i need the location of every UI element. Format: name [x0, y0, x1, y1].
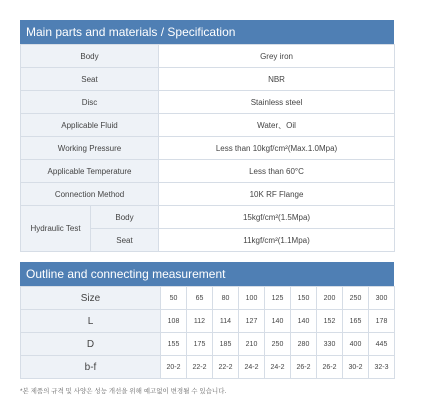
spec-value-hydraulic-seat: 11kgf/cm²(1.1Mpa): [159, 229, 395, 252]
measurement-cell: 127: [239, 310, 265, 333]
measurement-cell: 250: [343, 287, 369, 310]
table-row: [21, 356, 395, 379]
spec-value-connection: 10K RF Flange: [159, 183, 395, 206]
spec-value-temperature: Less than 60°C: [159, 160, 395, 183]
measurement-cell: 50: [161, 287, 187, 310]
measurement-cell: 125: [265, 287, 291, 310]
measurement-cell: 178: [369, 310, 395, 333]
table-row: [21, 310, 395, 333]
spec-label-disc: Disc: [21, 91, 159, 114]
measurement-cell: 140: [291, 310, 317, 333]
measurement-cell: 26-2: [317, 356, 343, 379]
measurement-row-label: D: [21, 333, 161, 356]
spec-label-connection: Connection Method: [21, 183, 159, 206]
spec-label-pressure: Working Pressure: [21, 137, 159, 160]
measurement-cell: 22-2: [187, 356, 213, 379]
spec-value-hydraulic-body: 15kgf/cm²(1.5Mpa): [159, 206, 395, 229]
measurement-cell: 24-2: [265, 356, 291, 379]
measurement-cell: 155: [161, 333, 187, 356]
measurement-cell: 165: [343, 310, 369, 333]
measurement-cell: 80: [213, 287, 239, 310]
spec-section-title: Main parts and materials / Specification: [20, 20, 394, 44]
measurement-table: [20, 286, 395, 379]
measurement-cell: 24-2: [239, 356, 265, 379]
measurement-cell: 445: [369, 333, 395, 356]
spec-label-fluid: Applicable Fluid: [21, 114, 159, 137]
measurement-cell: 140: [265, 310, 291, 333]
measurement-cell: 30-2: [343, 356, 369, 379]
table-row: [21, 45, 395, 68]
measurement-cell: 26-2: [291, 356, 317, 379]
spec-value-fluid: Water、Oil: [159, 114, 395, 137]
spec-label-seat: Seat: [21, 68, 159, 91]
measurement-cell: 400: [343, 333, 369, 356]
table-row: [21, 68, 395, 91]
table-row: [21, 91, 395, 114]
measurement-cell: 100: [239, 287, 265, 310]
table-row: [21, 114, 395, 137]
spec-value-body: Grey iron: [159, 45, 395, 68]
spec-sublabel-hydraulic-body: Body: [91, 206, 159, 229]
footnote: *본 제품의 규격 및 사양은 성능 개선을 위해 예고없이 변경될 수 있습니다.: [20, 388, 227, 395]
measurement-section-title: Outline and connecting measurement: [20, 262, 394, 286]
spec-label-body: Body: [21, 45, 159, 68]
spec-value-pressure: Less than 10kgf/cm²(Max.1.0Mpa): [159, 137, 395, 160]
measurement-cell: 280: [291, 333, 317, 356]
spec-sublabel-hydraulic-seat: Seat: [91, 229, 159, 252]
measurement-row-label: L: [21, 310, 161, 333]
spec-value-disc: Stainless steel: [159, 91, 395, 114]
measurement-cell: 112: [187, 310, 213, 333]
measurement-cell: 150: [291, 287, 317, 310]
measurement-row-label: Size: [21, 287, 161, 310]
table-row: [21, 183, 395, 206]
measurement-cell: 22-2: [213, 356, 239, 379]
measurement-cell: 108: [161, 310, 187, 333]
measurement-cell: 300: [369, 287, 395, 310]
measurement-cell: 250: [265, 333, 291, 356]
spec-label-temperature: Applicable Temperature: [21, 160, 159, 183]
measurement-cell: 200: [317, 287, 343, 310]
measurement-cell: 185: [213, 333, 239, 356]
table-row: [21, 137, 395, 160]
table-row: [21, 206, 395, 229]
spec-table: [20, 44, 395, 252]
measurement-cell: 65: [187, 287, 213, 310]
table-row: [21, 287, 395, 310]
measurement-cell: 330: [317, 333, 343, 356]
spec-value-seat: NBR: [159, 68, 395, 91]
measurement-cell: 20-2: [161, 356, 187, 379]
spec-label-hydraulic: Hydraulic Test: [21, 206, 91, 252]
table-row: [21, 160, 395, 183]
measurement-cell: 210: [239, 333, 265, 356]
measurement-cell: 152: [317, 310, 343, 333]
measurement-cell: 32-3: [369, 356, 395, 379]
table-row: [21, 333, 395, 356]
measurement-cell: 175: [187, 333, 213, 356]
measurement-cell: 114: [213, 310, 239, 333]
measurement-row-label: b-f: [21, 356, 161, 379]
